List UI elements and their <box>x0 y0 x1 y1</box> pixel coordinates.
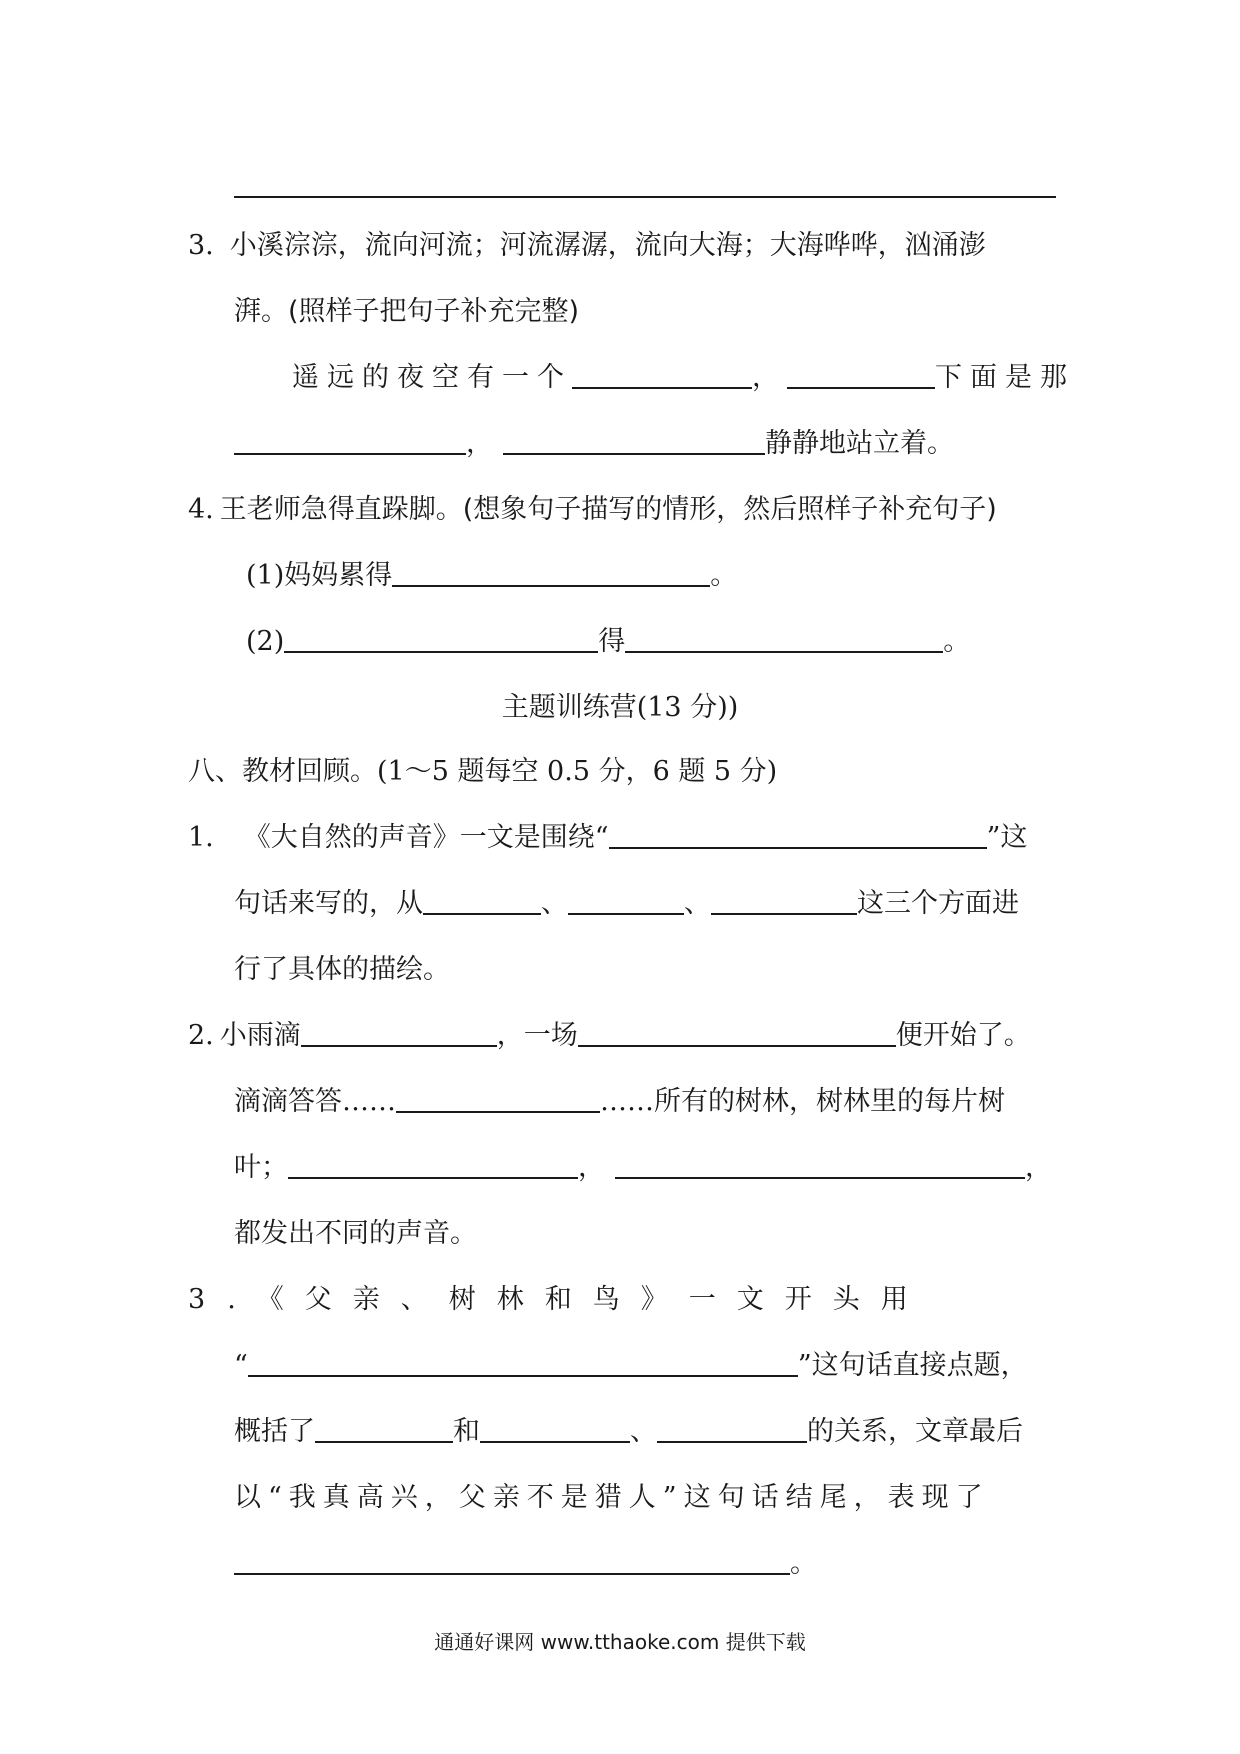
question-text: 和 <box>453 1416 480 1447</box>
question-prompt: 王老师急得直跺脚。 <box>219 494 463 525</box>
question-text: 概括了 <box>234 1416 315 1447</box>
footer-credit: 通通好课网 www.tthaoke.com 提供下载 <box>434 1630 806 1654</box>
answer-blank[interactable] <box>248 1345 798 1377</box>
answer-line <box>234 196 1056 198</box>
question-text: 的关系，文章最后 <box>807 1416 1023 1447</box>
q8-2-line-3 <box>234 1138 1052 1198</box>
answer-blank[interactable] <box>480 1411 630 1443</box>
q8-1-line-2 <box>234 874 1019 934</box>
answer-blank[interactable] <box>572 357 752 389</box>
question-prompt: 小溪淙淙，流向河流；河流潺潺，流向大海；大海哗哗，汹涌澎 <box>229 230 986 261</box>
question-text: ， <box>578 1152 605 1183</box>
q8-2-line-2 <box>234 1072 1005 1132</box>
question-text: ， <box>1025 1152 1052 1183</box>
question-number: 3. <box>188 230 214 261</box>
q7-4-line-1 <box>188 480 997 540</box>
question-text: 。 <box>790 1548 817 1579</box>
question-hint: (想象句子描写的情形，然后照样子补充句子) <box>462 494 997 525</box>
question-hint: (照样子把句子补充完整) <box>288 296 580 327</box>
q8-3-line-3 <box>234 1402 1023 1462</box>
answer-blank[interactable] <box>711 883 857 915</box>
q8-2-line-4: 都发出不同的声音。 <box>234 1218 477 1249</box>
item-text: (2) <box>246 626 285 657</box>
q8-1-line-1 <box>188 808 1027 868</box>
question-number: 1. <box>188 822 214 853</box>
answer-blank[interactable] <box>423 883 541 915</box>
q8-1-line-3: 行了具体的描绘。 <box>234 954 450 985</box>
answer-blank[interactable] <box>396 1081 600 1113</box>
answer-blank[interactable] <box>315 1411 453 1443</box>
answer-blank[interactable] <box>234 423 466 455</box>
answer-blank[interactable] <box>625 621 943 653</box>
question-text: 滴滴答答…… <box>234 1086 396 1117</box>
answer-blank[interactable] <box>503 423 765 455</box>
question-text: 、 <box>541 888 568 919</box>
q7-3-line-3 <box>292 348 1075 408</box>
answer-blank[interactable] <box>284 621 598 653</box>
question-text: 便开始了。 <box>895 1020 1031 1051</box>
q8-3-line-5 <box>234 1534 817 1594</box>
q7-3-line-4 <box>234 414 954 474</box>
answer-blank[interactable] <box>392 555 710 587</box>
question-prompt-cont: 湃。 <box>234 296 288 327</box>
question-number: 2. <box>188 1020 214 1051</box>
answer-blank[interactable] <box>234 1543 790 1575</box>
question-text: 、 <box>630 1416 657 1447</box>
q7-3-line-2 <box>234 282 579 342</box>
sentence-text: ， <box>466 428 493 459</box>
answer-blank[interactable] <box>657 1411 807 1443</box>
question-text: ，一场 <box>496 1020 578 1051</box>
question-text: ”这 <box>986 822 1028 853</box>
q7-3-line-1 <box>188 216 986 276</box>
question-text: 句话来写的，从 <box>234 888 423 919</box>
question-text: 小雨滴 <box>219 1020 301 1051</box>
answer-blank[interactable] <box>288 1147 578 1179</box>
q7-4-item-2 <box>246 612 970 672</box>
question-text: “ <box>234 1350 248 1381</box>
question-number: 4. <box>188 494 214 525</box>
question-text: .《父亲、树林和鸟》一文开头用 <box>227 1284 929 1315</box>
q8-3-line-4: 以“我真高兴，父亲不是猎人”这句话结尾，表现了 <box>234 1482 990 1513</box>
q7-4-item-1 <box>246 546 737 606</box>
answer-blank[interactable] <box>578 1015 896 1047</box>
sentence-text: 静静地站立着。 <box>765 428 954 459</box>
question-text: 、 <box>684 888 711 919</box>
sentence-text: 遥远的夜空有一个 <box>292 362 572 393</box>
question-text: ”这句话直接点题， <box>797 1350 1028 1381</box>
q8-2-line-1 <box>188 1006 1031 1066</box>
answer-blank[interactable] <box>301 1015 497 1047</box>
question-text: 这三个方面进 <box>857 888 1019 919</box>
question-number: 3 <box>188 1284 206 1315</box>
question-text: 《大自然的声音》一文是围绕“ <box>243 822 609 853</box>
item-text: 得 <box>598 626 626 657</box>
q8-3-line-2 <box>234 1336 1028 1396</box>
question-text: 叶； <box>234 1152 288 1183</box>
answer-blank[interactable] <box>787 357 935 389</box>
section-title: 主题训练营(13 分)) <box>501 692 739 723</box>
item-text: 。 <box>943 626 971 657</box>
question-text: ……所有的树林，树林里的每片树 <box>600 1086 1005 1117</box>
answer-blank[interactable] <box>615 1147 1025 1179</box>
q8-3-line-1 <box>188 1270 929 1330</box>
item-text: (1)妈妈累得 <box>246 560 393 591</box>
sentence-text: 下面是那 <box>935 362 1075 393</box>
item-text: 。 <box>710 560 738 591</box>
sentence-text: ， <box>752 362 787 393</box>
answer-blank[interactable] <box>609 817 987 849</box>
section-8-title: 八、教材回顾。(1～5 题每空 0.5 分，6 题 5 分) <box>188 756 778 787</box>
answer-blank[interactable] <box>568 883 684 915</box>
